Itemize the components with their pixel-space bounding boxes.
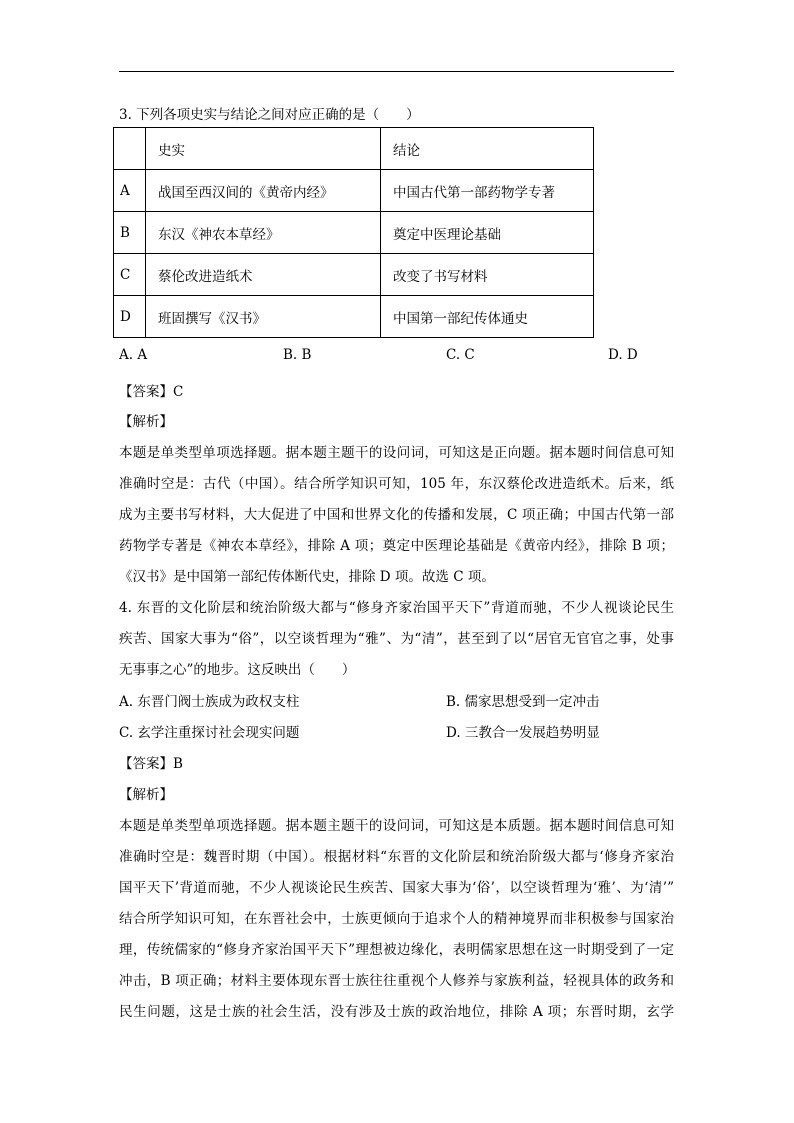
- q3-analysis-label: 【解析】: [119, 414, 173, 430]
- q3-analysis-line: 药物学专著是《神农本草经》，排除 A 项；奠定中医理论基础是《黄帝内经》，排除 B 项；: [119, 538, 674, 554]
- q4-answer: 【答案】B: [119, 756, 183, 772]
- q4-analysis-line: 民生问题，这是士族的社会生活，没有涉及士族的政治地位，排除 A 项；东晋时期，玄学: [119, 1004, 674, 1020]
- table-header-fact: 史实: [146, 128, 381, 170]
- table-cell: 中国第一部纪传体通史: [381, 296, 594, 338]
- table-cell: B: [114, 212, 146, 254]
- table-header-conclusion: 结论: [381, 128, 594, 170]
- table-cell: [114, 128, 146, 170]
- q4-analysis-line: 国平天下’背道而驰，不少人视谈论民生疾苦、国家大事为‘俗’，以空谈哲理为‘雅’、为‘清’”: [119, 880, 674, 896]
- table-cell: C: [114, 254, 146, 296]
- q4-option-a: A. 东晋门阀士族成为政权支柱: [119, 694, 300, 710]
- table-cell: A: [114, 170, 146, 212]
- table-cell: 战国至西汉间的《黄帝内经》: [146, 170, 381, 212]
- q3-option-a: A. A: [119, 347, 148, 363]
- q3-table: [113, 127, 594, 338]
- q4-stem-line: 无事事之心”的地步。这反映出（ ）: [119, 662, 356, 678]
- q3-option-b: B. B: [283, 347, 312, 363]
- q3-analysis-line: 《汉书》是中国第一部纪传体断代史，排除 D 项。故选 C 项。: [119, 569, 495, 585]
- table-row: [114, 212, 594, 254]
- q4-analysis-line: 理，传统儒家的“修身齐家治国平天下”理想被边缘化，表明儒家思想在这一时期受到了一定: [119, 942, 674, 958]
- table-cell: 东汉《神农本草经》: [146, 212, 381, 254]
- q4-stem-line: 4. 东晋的文化阶层和统治阶级大都与“修身齐家治国平天下”背道而驰，不少人视谈论民生: [119, 600, 674, 616]
- table-header-row: [114, 128, 594, 170]
- q4-analysis-line: 冲击，B 项正确；材料主要体现东晋士族往往重视个人修养与家族利益，轻视具体的政务和: [119, 973, 674, 989]
- q3-stem: 3. 下列各项史实与结论之间对应正确的是（ ）: [119, 107, 420, 123]
- table-row: [114, 254, 594, 296]
- header-rule: [119, 71, 674, 72]
- table-cell: D: [114, 296, 146, 338]
- table-row: [114, 170, 594, 212]
- q4-option-c: C. 玄学注重探讨社会现实问题: [119, 725, 300, 741]
- q4-analysis-label: 【解析】: [119, 787, 173, 803]
- table-cell: 班固撰写《汉书》: [146, 296, 381, 338]
- q3-analysis-line: 本题是单类型单项选择题。据本题主题干的设问词，可知这是正向题。据本题时间信息可知: [119, 445, 674, 461]
- table-cell: 蔡伦改进造纸术: [146, 254, 381, 296]
- q3-answer: 【答案】C: [119, 384, 184, 400]
- q4-analysis-line: 结合所学知识可知，在东晋社会中，士族更倾向于追求个人的精神境界而非积极参与国家治: [119, 911, 674, 927]
- q4-stem-line: 疾苦、国家大事为“俗”，以空谈哲理为“雅”、为“清”，甚至到了以“居官无官官之事，处事: [119, 631, 674, 647]
- q4-option-d: D. 三教合一发展趋势明显: [446, 725, 600, 741]
- table-cell: 中国古代第一部药物学专著: [381, 170, 594, 212]
- q4-analysis-line: 准确时空是：魏晋时期（中国）。根据材料“东晋的文化阶层和统治阶级大都与‘修身齐家治: [119, 849, 674, 865]
- q3-analysis-line: 准确时空是：古代（中国）。结合所学知识可知，105 年，东汉蔡伦改进造纸术。后来，纸: [119, 476, 674, 492]
- q3-analysis-line: 成为主要书写材料，大大促进了中国和世界文化的传播和发展，C 项正确；中国古代第一部: [119, 507, 674, 523]
- q3-option-d: D. D: [608, 347, 638, 363]
- table-row: [114, 296, 594, 338]
- table-cell: 奠定中医理论基础: [381, 212, 594, 254]
- q3-option-c: C. C: [446, 347, 475, 363]
- q4-option-b: B. 儒家思想受到一定冲击: [446, 694, 600, 710]
- q4-analysis-line: 本题是单类型单项选择题。据本题主题干的设问词，可知这是本质题。据本题时间信息可知: [119, 818, 674, 834]
- table-cell: 改变了书写材料: [381, 254, 594, 296]
